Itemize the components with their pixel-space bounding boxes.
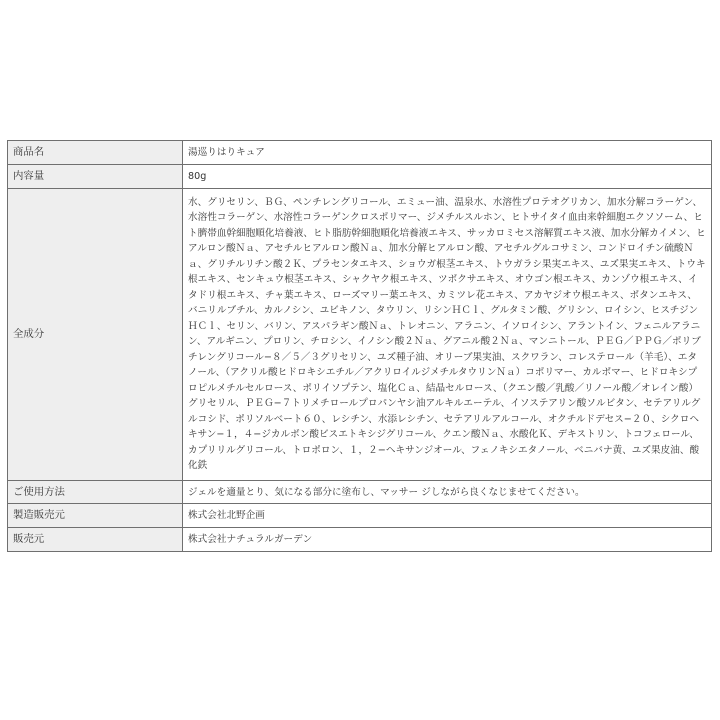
value-content-volume: 80g	[183, 164, 712, 188]
table-row-content-volume	[8, 164, 712, 188]
label-usage: ご使用方法	[8, 480, 183, 504]
value-ingredients: 水、グリセリン、ＢＧ、ペンチレングリコール、エミュー油、温泉水、水溶性プロテオグリカン、加水分解コラーゲン、水溶性コラーゲン、水溶性コラーゲンクロスポリマー、ジメチルスルホン、ヒトサイタイ血由来幹細胞エクソソーム、ヒト臍帯血幹細胞順化培養液、ヒト脂肪幹細胞順化培養液エキス、サッカロミセス溶解質エキス液、加水分解カイメン、ヒアルロン酸Ｎａ、アセチルヒアルロン酸Ｎａ、加水分解ヒアルロン酸、アセチルグルコサミン、コンドロイチン硫酸Ｎａ、グリチルリチン酸２Ｋ、プラセンタエキス、ショウガ根茎エキス、トウガラシ果実エキス、ユズ果実エキス、トウキ根エキス、センキュウ根茎エキス、シャクヤク根エキス、ツボクサエキス、オウゴン根エキス、カンゾウ根エキス、イタドリ根エキス、チャ葉エキス、ローズマリー葉エキス、カミツレ花エキス、アカヤジオウ根エキス、ボタンエキス、バニリルブチル、カルノシン、ユビキノン、タウリン、リシンＨＣｌ、グルタミン酸、グリシン、ロイシン、ヒスチジンＨＣｌ、セリン、バリン、アスパラギン酸Ｎａ、トレオニン、アラニン、イソロイシン、アラントイン、フェニルアラニン、アルギニン、プロリン、チロシン、イノシン酸２Ｎａ、グアニル酸２Ｎａ、マンニトール、ＰＥＧ／ＰＰＧ／ポリブチレングリコール−８／５／３グリセリン、ユズ種子油、オリーブ果実油、スクワラン、コレステロール（羊毛）、エタノール、（アクリル酸ヒドロキシエチル／アクリロイルジメチルタウリンＮａ）コポリマー、カルボマー、ヒドロキシプロピルメチルセルロース、ポリイソプテン、塩化Ｃａ、結晶セルロース、（クエン酸／乳酸／リノール酸／オレイン酸）グリセリル、ＰＥＧ−７トリメチロールプロパンヤシ油アルキルエーテル、イソステアリン酸ソルビタン、セテアリルグルコシド、ポリソルベート６０、レシチン、水添レシチン、セテアリルアルコール、オクチルドデセス−２０、シクロヘキサン−１，４−ジカルボン酸ビスエトキシジグリコール、クエン酸Ｎａ、水酸化Ｋ、デキストリン、トコフェロール、カプリリルグリコール、トロポロン、１，２−ヘキサンジオール、フェノキシエタノール、ベニバナ黄、ユズ果皮油、酸化鉄	[183, 188, 712, 480]
value-manufacturer: 株式会社北野企画	[183, 504, 712, 528]
table-row-usage	[8, 480, 712, 504]
value-product-name: 湯巡りはりキュア	[183, 141, 712, 165]
label-product-name: 商品名	[8, 141, 183, 165]
table-row-product-name	[8, 141, 712, 165]
label-manufacturer: 製造販売元	[8, 504, 183, 528]
label-ingredients: 全成分	[8, 188, 183, 480]
product-spec-table	[7, 140, 712, 552]
value-distributor: 株式会社ナチュラルガーデン	[183, 528, 712, 552]
label-content-volume: 内容量	[8, 164, 183, 188]
value-usage: ジェルを適量とり、気になる部分に塗布し、マッサー ジしながら良くなじませてください。	[183, 480, 712, 504]
table-row-manufacturer	[8, 504, 712, 528]
label-distributor: 販売元	[8, 528, 183, 552]
table-row-ingredients	[8, 188, 712, 480]
table-row-distributor	[8, 528, 712, 552]
